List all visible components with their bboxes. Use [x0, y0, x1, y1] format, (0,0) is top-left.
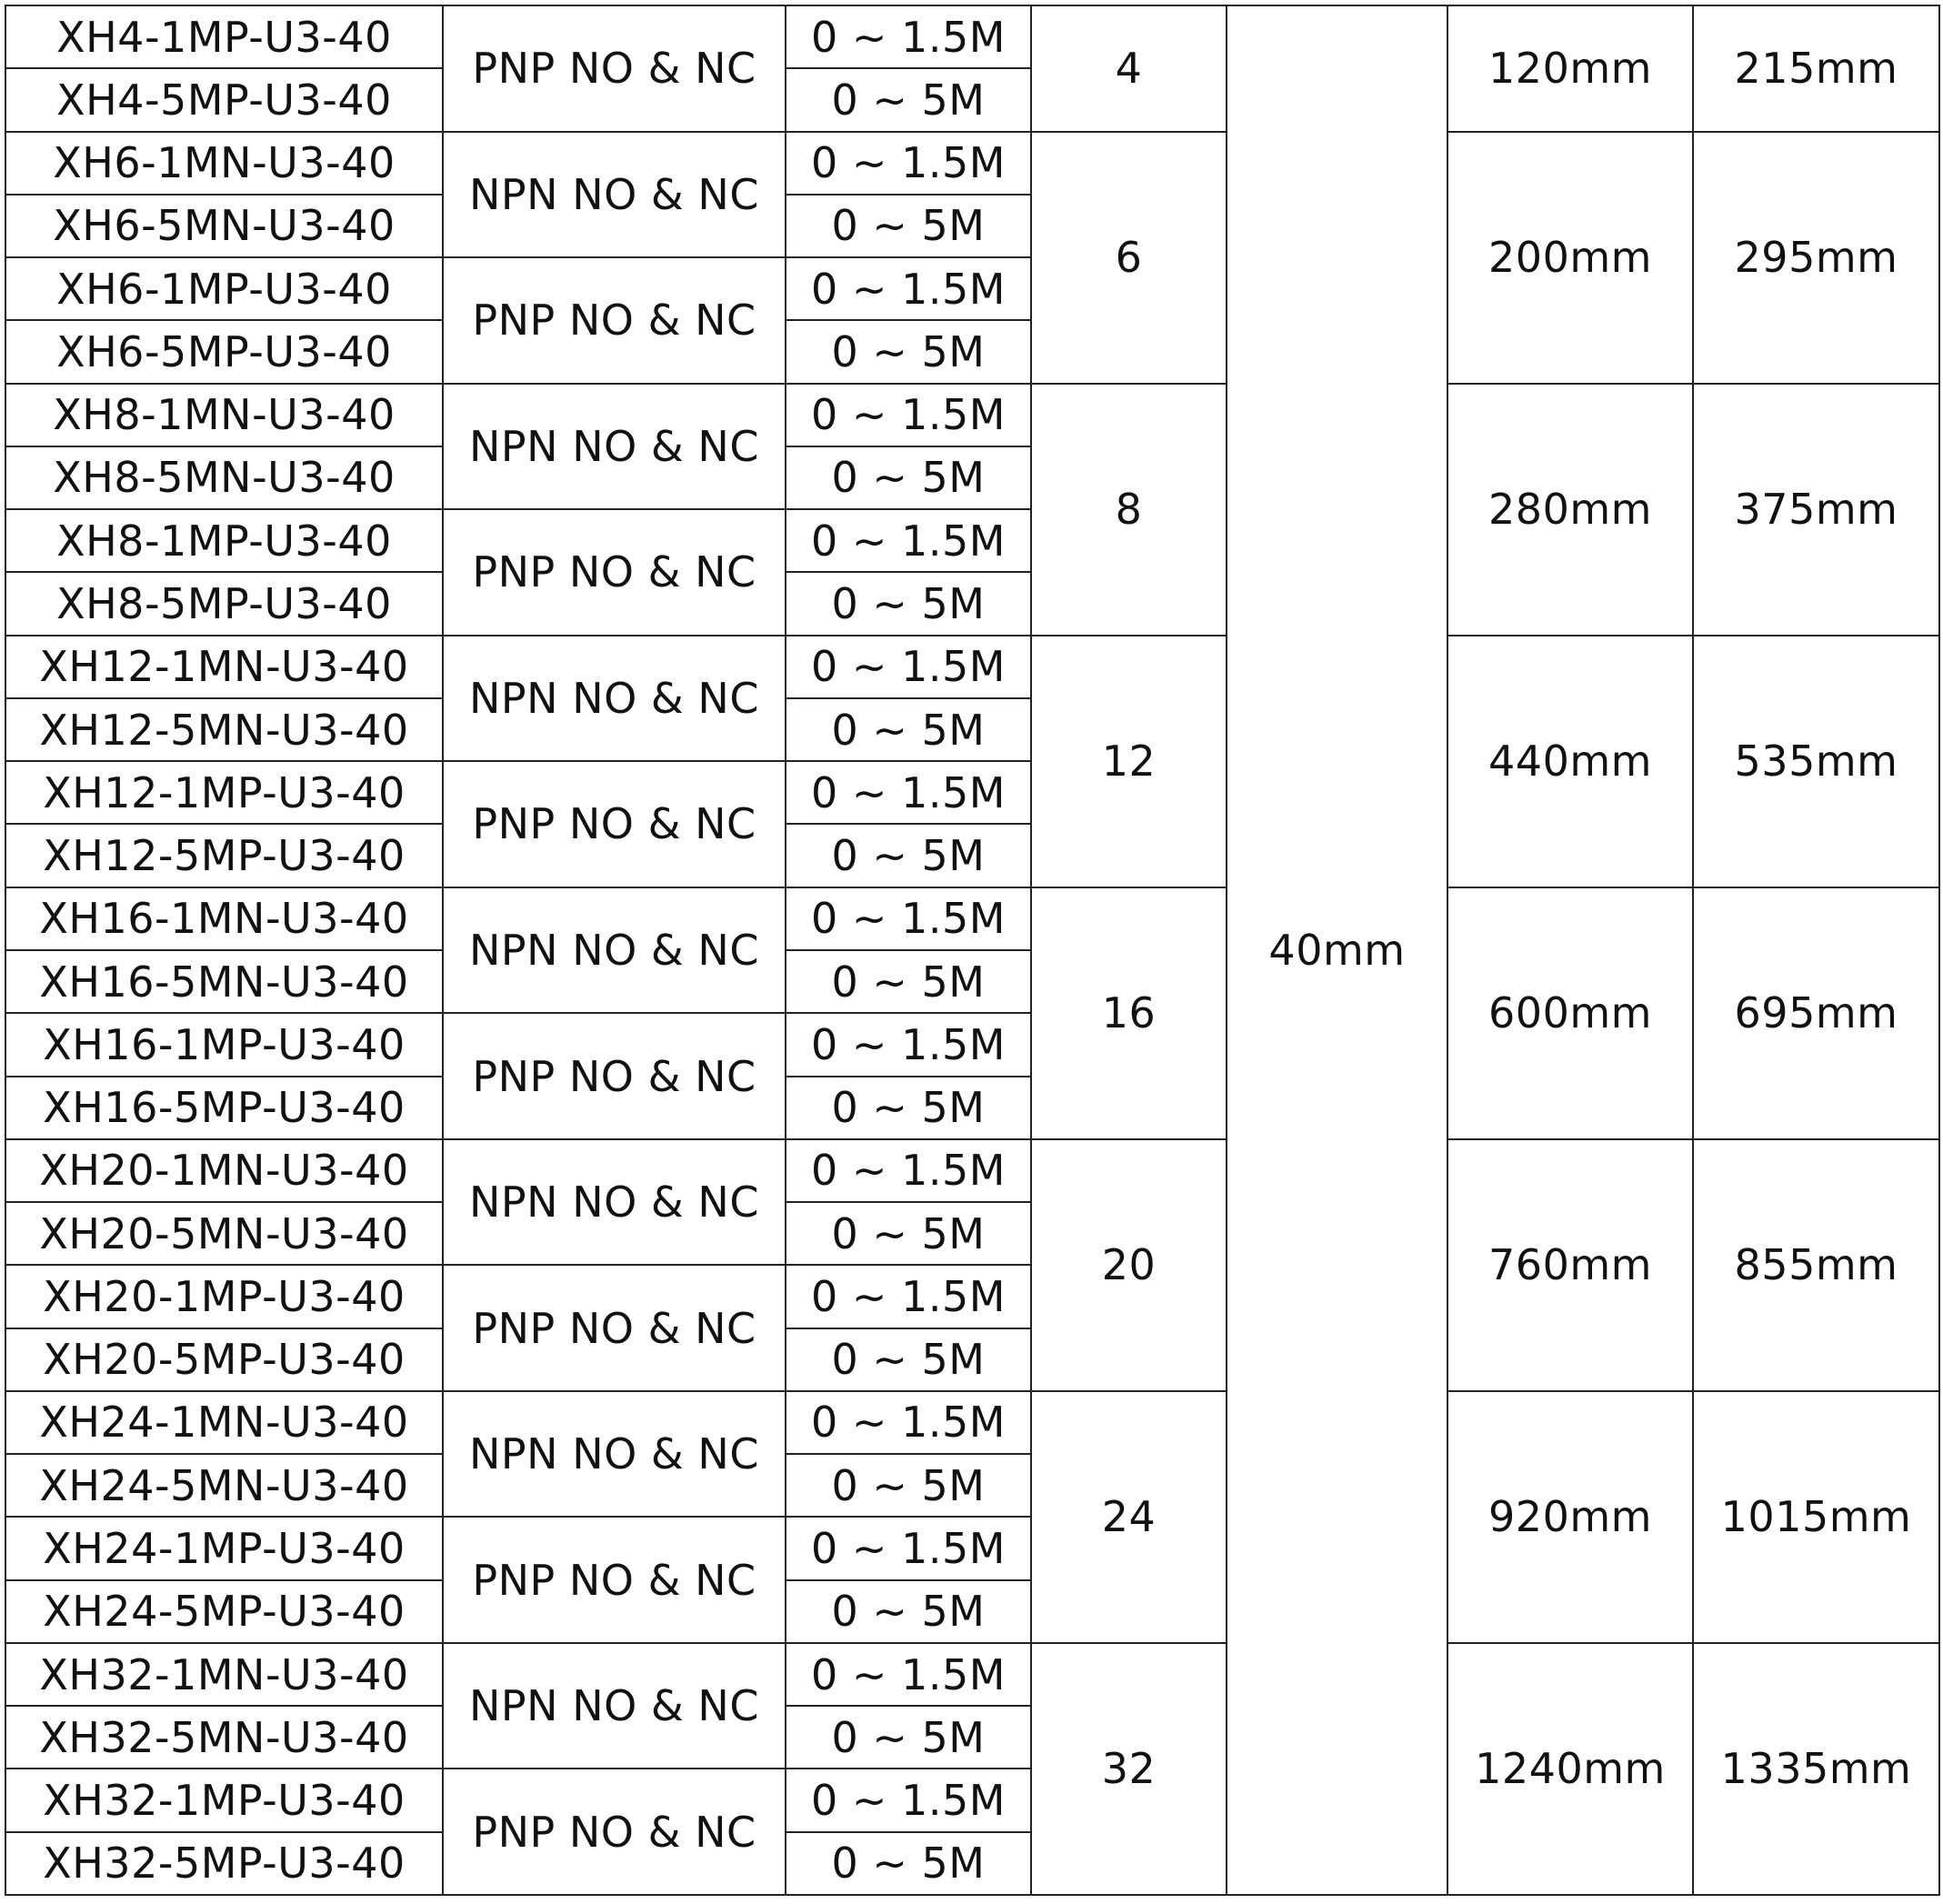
model-cell: XH16-1MN-U3-40: [5, 887, 443, 950]
table-row: [5, 1391, 1939, 1454]
table-row: [5, 384, 1939, 446]
detection-range-cell: 0 ~ 1.5M: [786, 509, 1031, 572]
model-cell: XH6-1MP-U3-40: [5, 257, 443, 320]
detection-range-cell: 0 ~ 1.5M: [786, 887, 1031, 950]
model-cell: XH16-1MP-U3-40: [5, 1013, 443, 1076]
model-cell: XH20-1MN-U3-40: [5, 1139, 443, 1202]
output-type-cell: NPN NO & NC: [443, 1391, 786, 1518]
detection-range-cell: 0 ~ 1.5M: [786, 636, 1031, 698]
model-cell: XH16-5MN-U3-40: [5, 950, 443, 1013]
output-type-cell: PNP NO & NC: [443, 257, 786, 384]
table-row: [5, 1139, 1939, 1202]
model-cell: XH8-5MP-U3-40: [5, 572, 443, 635]
detection-range-cell: 0 ~ 5M: [786, 1077, 1031, 1139]
model-cell: XH12-5MN-U3-40: [5, 698, 443, 761]
protective-height-cell: 280mm: [1447, 384, 1693, 636]
model-cell: XH24-1MN-U3-40: [5, 1391, 443, 1454]
detection-range-cell: 0 ~ 5M: [786, 195, 1031, 257]
model-cell: XH8-1MN-U3-40: [5, 384, 443, 446]
table-row: [5, 132, 1939, 195]
detection-range-cell: 0 ~ 1.5M: [786, 1391, 1031, 1454]
detection-range-cell: 0 ~ 1.5M: [786, 1265, 1031, 1328]
table-row: [5, 5, 1939, 68]
model-cell: XH4-1MP-U3-40: [5, 5, 443, 68]
detection-range-cell: 0 ~ 5M: [786, 950, 1031, 1013]
model-cell: XH8-1MP-U3-40: [5, 509, 443, 572]
model-cell: XH8-5MN-U3-40: [5, 446, 443, 509]
detection-range-cell: 0 ~ 1.5M: [786, 5, 1031, 68]
model-cell: XH20-5MN-U3-40: [5, 1202, 443, 1265]
output-type-cell: NPN NO & NC: [443, 636, 786, 762]
output-type-cell: NPN NO & NC: [443, 1139, 786, 1266]
total-length-cell: 375mm: [1693, 384, 1939, 636]
detection-range-cell: 0 ~ 1.5M: [786, 1517, 1031, 1579]
detection-range-cell: 0 ~ 5M: [786, 446, 1031, 509]
total-length-cell: 855mm: [1693, 1139, 1939, 1391]
detection-range-cell: 0 ~ 1.5M: [786, 1769, 1031, 1831]
model-cell: XH4-5MP-U3-40: [5, 68, 443, 131]
total-length-cell: 695mm: [1693, 887, 1939, 1139]
detection-range-cell: 0 ~ 5M: [786, 1454, 1031, 1517]
model-cell: XH24-5MP-U3-40: [5, 1580, 443, 1643]
detection-range-cell: 0 ~ 1.5M: [786, 132, 1031, 195]
model-cell: XH20-5MP-U3-40: [5, 1328, 443, 1391]
optical-axes-cell: 6: [1031, 132, 1227, 384]
detection-range-cell: 0 ~ 5M: [786, 698, 1031, 761]
output-type-cell: PNP NO & NC: [443, 509, 786, 636]
total-length-cell: 1335mm: [1693, 1643, 1939, 1895]
model-cell: XH6-1MN-U3-40: [5, 132, 443, 195]
output-type-cell: PNP NO & NC: [443, 1517, 786, 1643]
detection-range-cell: 0 ~ 1.5M: [786, 1013, 1031, 1076]
protective-height-cell: 120mm: [1447, 5, 1693, 132]
protective-height-cell: 1240mm: [1447, 1643, 1693, 1895]
output-type-cell: PNP NO & NC: [443, 1265, 786, 1391]
total-length-cell: 535mm: [1693, 636, 1939, 887]
detection-range-cell: 0 ~ 5M: [786, 572, 1031, 635]
beam-spacing-cell: 40mm: [1227, 5, 1447, 1895]
model-cell: XH6-5MN-U3-40: [5, 195, 443, 257]
detection-range-cell: 0 ~ 5M: [786, 1580, 1031, 1643]
detection-range-cell: 0 ~ 1.5M: [786, 384, 1031, 446]
model-cell: XH32-1MP-U3-40: [5, 1769, 443, 1831]
model-cell: XH32-5MP-U3-40: [5, 1832, 443, 1895]
total-length-cell: 1015mm: [1693, 1391, 1939, 1643]
output-type-cell: NPN NO & NC: [443, 384, 786, 510]
detection-range-cell: 0 ~ 1.5M: [786, 1139, 1031, 1202]
total-length-cell: 215mm: [1693, 5, 1939, 132]
model-cell: XH12-1MP-U3-40: [5, 761, 443, 824]
optical-axes-cell: 24: [1031, 1391, 1227, 1643]
table-row: [5, 636, 1939, 698]
total-length-cell: 295mm: [1693, 132, 1939, 384]
detection-range-cell: 0 ~ 5M: [786, 824, 1031, 887]
output-type-cell: NPN NO & NC: [443, 887, 786, 1014]
model-cell: XH12-5MP-U3-40: [5, 824, 443, 887]
output-type-cell: PNP NO & NC: [443, 5, 786, 132]
output-type-cell: NPN NO & NC: [443, 1643, 786, 1769]
detection-range-cell: 0 ~ 5M: [786, 1706, 1031, 1769]
detection-range-cell: 0 ~ 5M: [786, 1328, 1031, 1391]
detection-range-cell: 0 ~ 5M: [786, 68, 1031, 131]
protective-height-cell: 760mm: [1447, 1139, 1693, 1391]
optical-axes-cell: 12: [1031, 636, 1227, 887]
output-type-cell: PNP NO & NC: [443, 761, 786, 887]
optical-axes-cell: 32: [1031, 1643, 1227, 1895]
output-type-cell: PNP NO & NC: [443, 1013, 786, 1139]
output-type-cell: NPN NO & NC: [443, 132, 786, 258]
detection-range-cell: 0 ~ 1.5M: [786, 761, 1031, 824]
protective-height-cell: 440mm: [1447, 636, 1693, 887]
optical-axes-cell: 20: [1031, 1139, 1227, 1391]
detection-range-cell: 0 ~ 1.5M: [786, 1643, 1031, 1706]
optical-axes-cell: 4: [1031, 5, 1227, 132]
optical-axes-cell: 8: [1031, 384, 1227, 636]
detection-range-cell: 0 ~ 5M: [786, 320, 1031, 383]
model-cell: XH12-1MN-U3-40: [5, 636, 443, 698]
protective-height-cell: 200mm: [1447, 132, 1693, 384]
model-cell: XH32-5MN-U3-40: [5, 1706, 443, 1769]
model-cell: XH24-5MN-U3-40: [5, 1454, 443, 1517]
optical-axes-cell: 16: [1031, 887, 1227, 1139]
protective-height-cell: 600mm: [1447, 887, 1693, 1139]
detection-range-cell: 0 ~ 5M: [786, 1202, 1031, 1265]
model-cell: XH32-1MN-U3-40: [5, 1643, 443, 1706]
table-row: [5, 887, 1939, 950]
model-cell: XH24-1MP-U3-40: [5, 1517, 443, 1579]
detection-range-cell: 0 ~ 1.5M: [786, 257, 1031, 320]
spec-table-body: [5, 5, 1939, 1895]
model-cell: XH20-1MP-U3-40: [5, 1265, 443, 1328]
model-cell: XH6-5MP-U3-40: [5, 320, 443, 383]
table-row: [5, 1643, 1939, 1706]
protective-height-cell: 920mm: [1447, 1391, 1693, 1643]
output-type-cell: PNP NO & NC: [443, 1769, 786, 1895]
detection-range-cell: 0 ~ 5M: [786, 1832, 1031, 1895]
model-cell: XH16-5MP-U3-40: [5, 1077, 443, 1139]
spec-table: [5, 5, 1940, 1896]
